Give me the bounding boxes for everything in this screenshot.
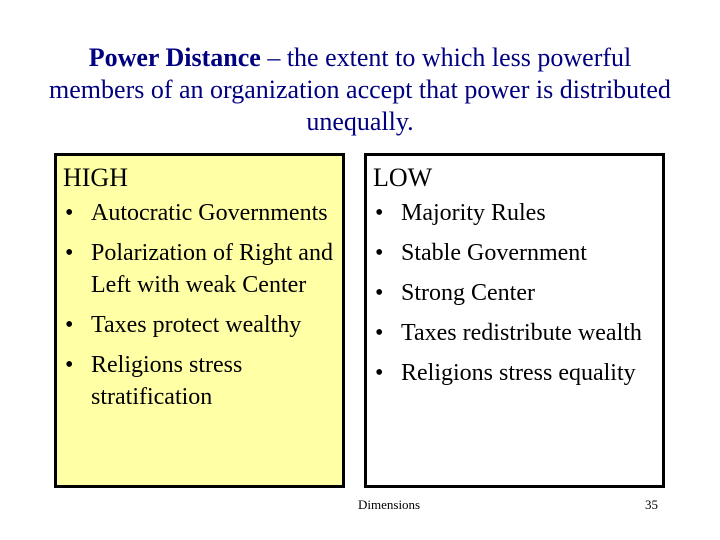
high-box [54, 153, 345, 488]
list-item [63, 309, 338, 341]
list-item-text: Stable Government [401, 240, 587, 266]
list-item-text: Autocratic Governments [91, 200, 328, 226]
bullet-icon: • [375, 320, 384, 346]
list-item-text: Strong Center [401, 280, 535, 306]
list-item [373, 237, 658, 269]
low-list [373, 197, 658, 389]
bullet-icon: • [65, 352, 74, 378]
title-term: Power Distance [88, 43, 261, 72]
list-item [63, 349, 338, 413]
bullet-icon: • [375, 280, 384, 306]
slide-title [40, 42, 680, 138]
page-number: 35 [645, 497, 658, 512]
low-heading: LOW [373, 163, 433, 192]
list-item [373, 197, 658, 229]
list-item-text: Taxes redistribute wealth [401, 320, 642, 346]
bullet-icon: • [65, 240, 74, 266]
bullet-icon: • [375, 240, 384, 266]
title-definition: – the extent to which less powerful members of an organization accept that power is distributed unequally. [49, 43, 671, 136]
bullet-icon: • [65, 200, 74, 226]
list-item [373, 277, 658, 309]
bullet-icon: • [65, 312, 74, 338]
list-item-text: Polarization of Right and Left with weak Center [91, 240, 333, 298]
list-item-text: Religions stress equality [401, 360, 636, 386]
low-box [364, 153, 665, 488]
list-item-text: Religions stress stratification [91, 352, 243, 410]
list-item [373, 317, 658, 349]
bullet-icon: • [375, 200, 384, 226]
high-heading: HIGH [63, 163, 128, 192]
footer-label: Dimensions [358, 497, 421, 512]
list-item [63, 237, 338, 301]
list-item-text: Majority Rules [401, 200, 546, 226]
list-item-text: Taxes protect wealthy [91, 312, 302, 338]
bullet-icon: • [375, 360, 384, 386]
high-list [63, 197, 338, 413]
list-item [63, 197, 338, 229]
list-item [373, 357, 658, 389]
